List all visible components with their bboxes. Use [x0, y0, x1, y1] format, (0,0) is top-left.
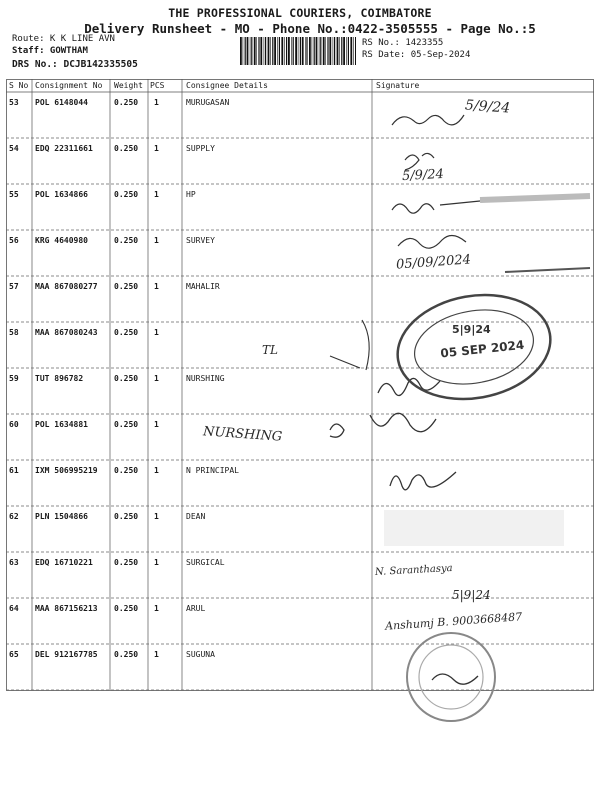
- drs-number: DRS No.: DCJB142335505: [12, 59, 138, 70]
- row-consignment-no: MAA 867080277: [35, 282, 98, 291]
- row-sno: 57: [9, 282, 19, 291]
- rs-number: RS No.: 1423355: [362, 38, 444, 48]
- handwritten-date-row63: 5|9|24: [452, 588, 491, 602]
- col-header-sno: S No: [9, 81, 29, 90]
- signature-row61: [390, 472, 456, 490]
- row-consignment-no: TUT 896782: [35, 374, 84, 383]
- row-weight: 0.250: [114, 328, 139, 337]
- row-sno: 53: [9, 98, 19, 107]
- handwritten-date-row53: 5/9/24: [464, 97, 511, 117]
- stamp-handwritten-date: 5|9|24: [452, 323, 491, 336]
- row-consignee: ARUL: [186, 604, 206, 613]
- row-pcs: 1: [154, 98, 159, 107]
- row-consignment-no: KRG 4640980: [35, 236, 88, 245]
- row-consignee: SURVEY: [186, 236, 215, 245]
- handwritten-signature-row64: Anshumj B. 9003668487: [384, 610, 523, 633]
- handwritten-date-row56: 05/09/2024: [395, 252, 472, 273]
- row-consignee: SUGUNA: [186, 650, 215, 659]
- row-pcs: 1: [154, 420, 159, 429]
- row-pcs: 1: [154, 466, 159, 475]
- row-consignee: SURGICAL: [186, 558, 225, 567]
- document-title: THE PROFESSIONAL COURIERS, COIMBATORE: [168, 6, 432, 20]
- row-sno: 58: [9, 328, 19, 337]
- row-weight: 0.250: [114, 558, 139, 567]
- row-pcs: 1: [154, 328, 159, 337]
- row-consignee: N PRINCIPAL: [186, 466, 239, 475]
- signature-row55: [392, 201, 480, 213]
- date-stamp-icon: [389, 283, 558, 410]
- row-weight: 0.250: [114, 190, 139, 199]
- row-weight: 0.250: [114, 650, 139, 659]
- row-weight: 0.250: [114, 512, 139, 521]
- row-sno: 54: [9, 144, 19, 153]
- row-consignment-no: MAA 867080243: [35, 328, 98, 337]
- stamp-row62: [384, 510, 564, 546]
- row-consignee: MAHALIR: [186, 282, 220, 291]
- row-consignment-no: EDQ 22311661: [35, 144, 93, 153]
- row-weight: 0.250: [114, 374, 139, 383]
- smudge-row55: [480, 196, 590, 200]
- row-consignment-no: POL 1634881: [35, 420, 88, 429]
- signature-row65: [432, 674, 478, 684]
- signature-row56: [398, 235, 466, 248]
- document-subtitle: Delivery Runsheet - MO - Phone No.:0422-3505555 - Page No.:5: [84, 21, 536, 36]
- col-header-pcs: PCS: [150, 81, 165, 90]
- signature-row54: [405, 153, 434, 170]
- row-pcs: 1: [154, 374, 159, 383]
- staff-label: Staff: GOWTHAM: [12, 46, 88, 56]
- row-sno: 63: [9, 558, 19, 567]
- row-sno: 64: [9, 604, 19, 613]
- row-sno: 55: [9, 190, 19, 199]
- route-label: Route: K K LINE AVN: [12, 34, 115, 44]
- signature-row53: [392, 115, 464, 125]
- row-sno: 59: [9, 374, 19, 383]
- row-pcs: 1: [154, 558, 159, 567]
- row-pcs: 1: [154, 650, 159, 659]
- row-pcs: 1: [154, 512, 159, 521]
- stroke-row56: [505, 268, 590, 272]
- row-consignment-no: POL 6148044: [35, 98, 88, 107]
- row-weight: 0.250: [114, 144, 139, 153]
- stamp-date: 05 SEP 2024: [439, 337, 525, 361]
- row-pcs: 1: [154, 604, 159, 613]
- row-weight: 0.250: [114, 98, 139, 107]
- row-sno: 56: [9, 236, 19, 245]
- col-header-consignee: Consignee Details: [186, 81, 268, 90]
- row-weight: 0.250: [114, 282, 139, 291]
- row-pcs: 1: [154, 236, 159, 245]
- row-consignment-no: PLN 1504866: [35, 512, 88, 521]
- row-sno: 65: [9, 650, 19, 659]
- row-consignment-no: EDQ 16710221: [35, 558, 93, 567]
- col-header-signature: Signature: [376, 81, 420, 90]
- row-consignment-no: IXM 506995219: [35, 466, 98, 475]
- handwritten-date-row54: 5/9/24: [401, 166, 445, 185]
- mark-row58: [330, 320, 369, 370]
- row-sno: 61: [9, 466, 19, 475]
- row-weight: 0.250: [114, 466, 139, 475]
- row-consignee: DEAN: [186, 512, 206, 521]
- row-consignment-no: DEL 912167785: [35, 650, 98, 659]
- row-weight: 0.250: [114, 604, 139, 613]
- row-weight: 0.250: [114, 236, 139, 245]
- row-consignee: HP: [186, 190, 196, 199]
- row-pcs: 1: [154, 144, 159, 153]
- handwritten-nurshing: NURSHING: [202, 424, 283, 445]
- rs-date: RS Date: 05-Sep-2024: [362, 50, 471, 60]
- row-sno: 62: [9, 512, 19, 521]
- signature-row60: [330, 413, 436, 437]
- row-consignee: NURSHING: [186, 374, 225, 383]
- row-consignee: SUPPLY: [186, 144, 215, 153]
- row-consignment-no: POL 1634866: [35, 190, 88, 199]
- row-weight: 0.250: [114, 420, 139, 429]
- col-header-weight: Weight: [114, 81, 143, 90]
- handwritten-signature-row63: N. Saranthasya: [374, 562, 453, 579]
- row-consignee: MURUGASAN: [186, 98, 230, 107]
- row-consignment-no: MAA 867156213: [35, 604, 98, 613]
- row-pcs: 1: [154, 282, 159, 291]
- row-pcs: 1: [154, 190, 159, 199]
- handwritten-mark: TL: [262, 343, 278, 357]
- col-header-consignment: Consignment No: [35, 81, 103, 90]
- row-sno: 60: [9, 420, 19, 429]
